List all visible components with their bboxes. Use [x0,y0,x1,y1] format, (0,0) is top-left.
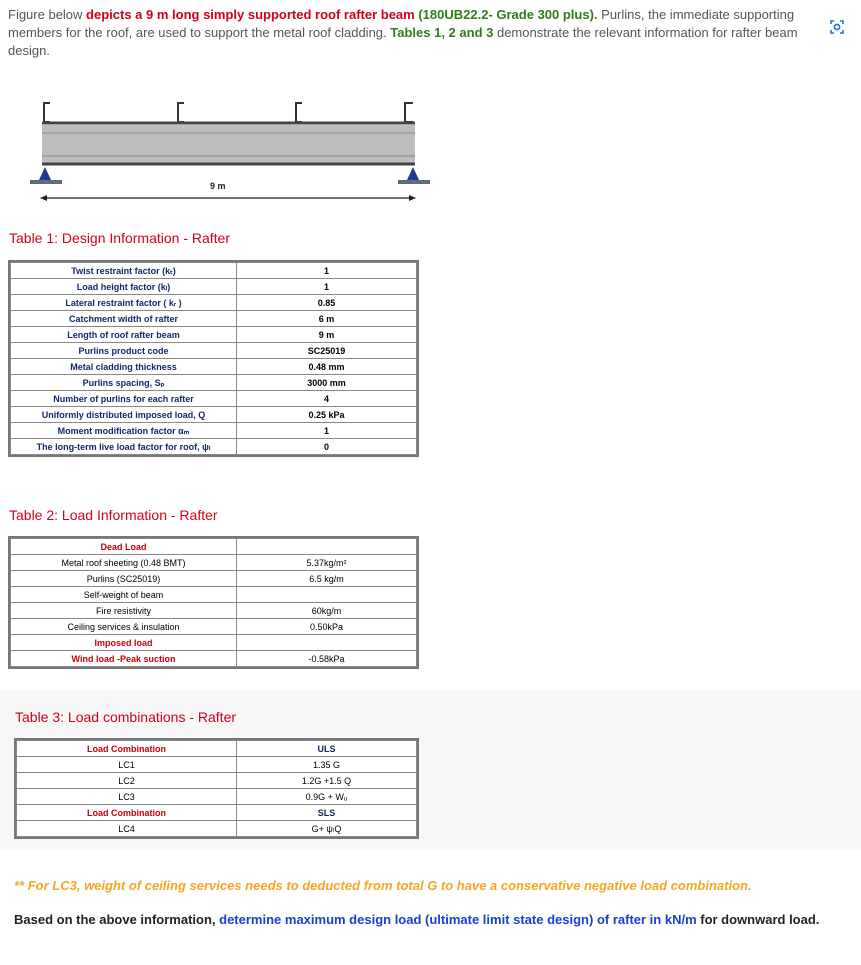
table2-row [11,651,417,667]
table2-value-cell [237,539,417,555]
purlin-2 [178,103,184,122]
table2-load-information [8,536,419,669]
table3-value-cell: 1.2G +1.5 Q [237,773,417,789]
table3-label-cell: LC2 [17,773,237,789]
table2-label-cell: Metal roof sheeting (0.48 BMT) [11,555,237,571]
table3-value-cell: G+ ψₗQ [237,821,417,837]
table1-grid [10,262,417,455]
table1-value-cell: 0.25 kPa [237,407,417,423]
table1-value-cell: 1 [237,279,417,295]
table2-row [11,539,417,555]
table2-value-cell: -0.58kPa [237,651,417,667]
table2-value-cell: 5.37kg/m² [237,555,417,571]
table2-label-cell: Ceiling services & insulation [11,619,237,635]
beam-web [42,125,415,163]
table3-row [17,757,417,773]
table1-label-cell: Load height factor (kₗ) [11,279,237,295]
table2-label-cell: Wind load -Peak suction [11,651,237,667]
pin-support-left [30,167,62,184]
table1-row [11,343,417,359]
table1-label-cell: Purlins spacing, Sₚ [11,375,237,391]
table1-row [11,263,417,279]
table3-label-cell: LC1 [17,757,237,773]
table3-label-cell: LC4 [17,821,237,837]
table1-label-cell: Length of roof rafter beam [11,327,237,343]
table3-value-cell: SLS [237,805,417,821]
table2-value-cell: 0.50kPa [237,619,417,635]
purlin-3 [296,103,302,122]
table3-grid [16,740,417,837]
table3-value-cell: 1.35 G [237,757,417,773]
question-text [14,909,849,930]
table1-value-cell: 0.85 [237,295,417,311]
table1-row [11,311,417,327]
table1-row [11,423,417,439]
table1-value-cell: 1 [237,423,417,439]
table1-label-cell: Catchment width of rafter [11,311,237,327]
table1-label-cell: The long-term live load factor for roof, ψₗ [11,439,237,455]
image-search-icon[interactable] [826,16,848,38]
table1-value-cell: 1 [237,263,417,279]
table1-label-cell: Twist restraint factor (kₜ) [11,263,237,279]
table3-row [17,789,417,805]
table1-heading: Table 1: Design Information - Rafter [9,230,230,246]
table2-row [11,587,417,603]
table1-label-cell: Number of purlins for each rafter [11,391,237,407]
pin-support-right [398,167,430,184]
table3-load-combinations [14,738,419,839]
table1-value-cell: 6 m [237,311,417,327]
table2-label-cell: Self-weight of beam [11,587,237,603]
table1-design-information [8,260,419,457]
intro-text-2: depicts a 9 m long simply supported roof rafter beam [86,7,415,22]
table3-heading: Table 3: Load combinations - Rafter [15,709,237,725]
purlins [44,103,413,122]
table3-row [17,821,417,837]
table2-value-cell [237,635,417,651]
table2-value-cell [237,587,417,603]
table2-value-cell: 6.5 kg/m [237,571,417,587]
intro-text-4: Purlins, the immediate supporting members for the roof, are used to support the metal roof cladding. [8,7,795,40]
lc3-note: ** For LC3, weight of ceiling services needs to deducted from total G to have a conservative negative load combination. [14,878,752,893]
purlin-1 [44,103,50,122]
table1-value-cell: 0.48 mm [237,359,417,375]
table1-label-cell: Lateral restraint factor ( kᵣ ) [11,295,237,311]
table1-value-cell: 9 m [237,327,417,343]
span-label: 9 m [210,181,226,191]
table2-row [11,635,417,651]
table1-value-cell: SC25019 [237,343,417,359]
table3-row [17,805,417,821]
table1-row [11,295,417,311]
rafter-beam-diagram [0,90,861,215]
table2-label-cell: Imposed load [11,635,237,651]
intro-text-1: Figure below [8,7,87,22]
table1-row [11,391,417,407]
table2-value-cell: 60kg/m [237,603,417,619]
intro-text-6: demonstrate the relevant information for rafter beam design. [8,25,798,58]
table3-value-cell: 0.9G + Wᵤ [237,789,417,805]
table1-row [11,375,417,391]
table2-grid [10,538,417,667]
table2-heading: Table 2: Load Information - Rafter [9,507,218,523]
table1-value-cell: 0 [237,439,417,455]
table3-row [17,773,417,789]
table2-row [11,603,417,619]
intro-text-3: (180UB22.2- Grade 300 plus). [414,7,598,22]
table2-row [11,571,417,587]
table1-label-cell: Moment modification factor αₘ [11,423,237,439]
table1-row [11,439,417,455]
intro-paragraph [8,6,843,60]
question-text-3: for downward load. [696,912,820,927]
table1-label-cell: Metal cladding thickness [11,359,237,375]
table1-row [11,327,417,343]
table3-row [17,741,417,757]
table1-value-cell: 3000 mm [237,375,417,391]
purlin-4 [405,103,413,122]
question-text-1: Based on the above information, [14,912,220,927]
table1-label-cell: Purlins product code [11,343,237,359]
table1-row [11,359,417,375]
table3-label-cell: LC3 [17,789,237,805]
table1-label-cell: Uniformly distributed imposed load, Q [11,407,237,423]
table3-label-cell: Load Combination [17,741,237,757]
table2-row [11,555,417,571]
table2-row [11,619,417,635]
intro-text-5: Tables 1, 2 and 3 [390,25,494,40]
table3-label-cell: Load Combination [17,805,237,821]
table1-row [11,407,417,423]
table3-value-cell: ULS [237,741,417,757]
table2-label-cell: Purlins (SC25019) [11,571,237,587]
table1-value-cell: 4 [237,391,417,407]
table2-label-cell: Dead Load [11,539,237,555]
table2-label-cell: Fire resistivity [11,603,237,619]
table1-row [11,279,417,295]
question-text-2: determine maximum design load (ultimate limit state design) of rafter in kN/m [219,912,697,927]
